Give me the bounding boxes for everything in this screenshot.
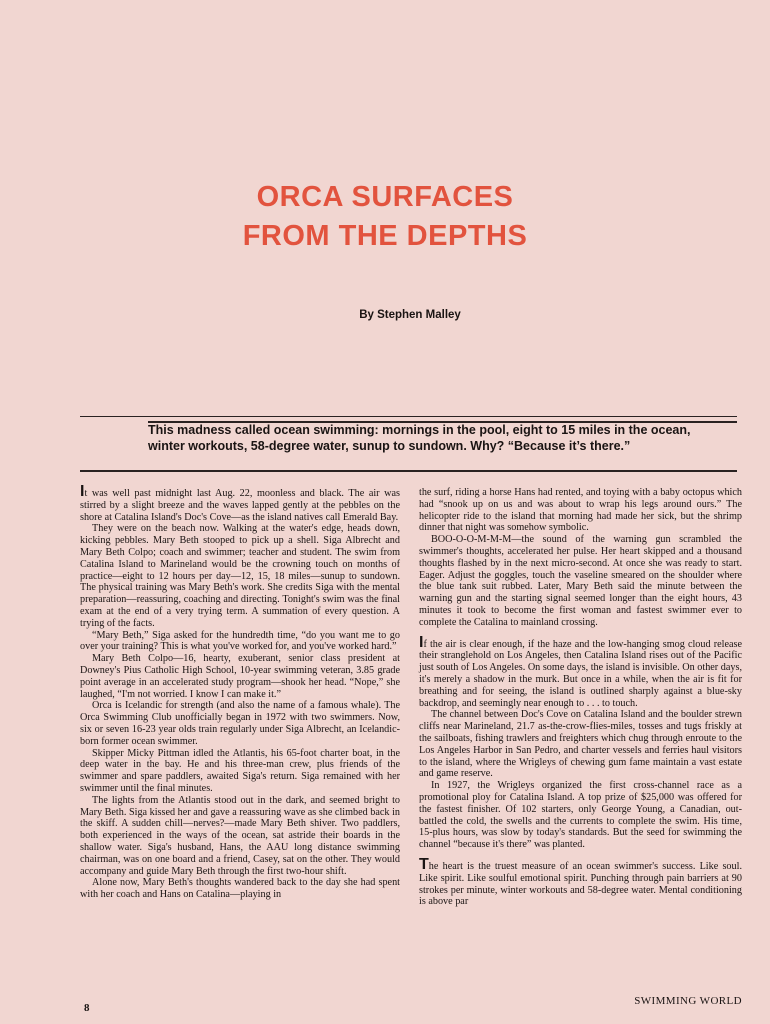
paragraph-text: t was well past midnight last Aug. 22, moonless and black. The air was stirred by a slight breeze and the waves lapped gently at the pebbles on the shore at Catalina Island's Doc's Cove—as the island natives call Emerald Bay. [80,488,400,523]
paragraph-text: Orca is Icelandic for strength (and also the name of a famous whale). The Orca Swimming Club unofficially began in 1972 with two swimmers. Now, six or seven 16-23 year olds train regularly under Siga Albrecht, an Icelandic-born former ocean swimmer. [80,700,400,747]
paragraph [80,795,400,878]
title-line-1: ORCA SURFACES [256,181,514,213]
paragraph-text: “Mary Beth,” Siga asked for the hundredth time, “do you want me to go over your training? This is what you've worked for, and you've worked hard.” [80,629,400,653]
right-column [419,487,742,908]
paragraph-text: the surf, riding a horse Hans had rented, and toying with a baby octopus which had “snook up on us and was about to wrap his legs around ours.” The helicopter ride to the island that morning had made her sick, but the shrimp dinner that night was somehow symbolic. [419,487,742,534]
drop-cap: I [419,633,424,651]
paragraph-text: They were on the beach now. Walking at the water's edge, heads down, kicking pebbles. Mary Beth stooped to pick up a shell. Siga Albrecht and Mary Beth Colpo; coach and swimmer; teacher and student. The swim from Catalina Island to Marineland would be the crowning touch on months of practice—eight to 12 hours per day—12, 15, 18 miles—sunup to sundown. The physical training was Mary Beth's work. She credits Siga with the mental preparation—reassuring, coaching and directing. Tonight's swim was the final exam at the end of a very trying term. A summation of every question. A trying of the facts. [80,523,400,629]
paragraph [80,483,400,523]
paragraph [419,780,742,851]
paragraph-text: Skipper Micky Pittman idled the Atlantis, his 65-foot charter boat, in the deep water in the bay. He and his three-man crew, plus friends of the swimmer and spare paddlers, awaited Siga's return. Siga remained with her swimmer until the final minutes. [80,747,400,794]
paragraph [419,487,742,534]
byline: By Stephen Malley [359,309,461,321]
magazine-name: SWIMMING WORLD [634,995,742,1007]
paragraph-text: BOO-O-O-M-M-M—the sound of the warning gun scrambled the swimmer's thoughts, accelerated her pulse. Her heart skipped and a thousand thoughts flashed by in the next micro-second. At once she was ready to start. Eager. Adjust the goggles, touch the vaseline smeared on the shoulder where the blue tank suit rubbed. Later, Mary Beth said the minute between the warning gun and the starting signal seemed longer than the eight hours, 43 minutes it took to become the first woman and fastest swimmer ever to complete the Catalina to mainland crossing. [419,534,742,628]
paragraph [80,523,400,629]
bottom-rule [80,470,737,472]
paragraph-text: f the air is clear enough, if the haze and the low-hanging smog cloud release their stranglehold on Los Angeles, then Catalina Island rises out of the Pacific just south of Los Angeles. On some days, the island is invisible. On other days, it's merely a shadow in the murk. But once in a while, when the air is fit for breathing and for seeing, the island is outlined sharply against a blue-sky backdrop, and seemingly near enough to . . . to touch. [419,638,742,709]
paragraph-text: Alone now, Mary Beth's thoughts wandered back to the day she had spent with her coach and Hans on Catalina—playing in [80,877,400,901]
deck-text: This madness called ocean swimming: mornings in the pool, eight to 15 miles in the ocean, winter workouts, 58-degree water, sunup to sundown. Why? “Because it’s there.” [148,423,691,453]
article-title [0,178,770,256]
paragraph [80,748,400,795]
paragraph [419,855,742,908]
paragraph-text: The lights from the Atlantis stood out in the dark, and seemed bright to Mary Beth. Siga kissed her and gave a reassuring wave as she climbed back in the skiff. A sudden chill—nerves?—made Mary Beth shiver. Two paddlers, both experienced in the ways of the ocean, sat astride their boards in the shallow water. Siga's husband, Hans, the AAU long distance swimming chairman, was on one board and a friend, Casey, sat on the other. They would accompany and guide Mary Beth through the first two-hour shift. [80,794,400,877]
paragraph [80,653,400,700]
page-number: 8 [84,1002,90,1014]
title-line-2: FROM THE DEPTHS [242,220,528,252]
paragraph [419,709,742,780]
paragraph [419,534,742,628]
paragraph [419,633,742,710]
paragraph-text: he heart is the truest measure of an ocean swimmer's success. Like soul. Like spirit. Like soulful emotional spirit. Punching through pain barriers at 90 strokes per minute, winter workouts and 58-degree water. Mental conditioning is above par [419,860,742,908]
drop-cap: T [419,855,429,873]
paragraph [80,877,400,901]
paragraph-text: The channel between Doc's Cove on Catalina Island and the boulder strewn cliffs near Marineland, 21.7 as-the-crow-flies-miles, tosses and tugs friskly at the sailboats, fishing trawlers and freighters which chug through enroute to the Los Angeles Harbor in San Pedro, and charter vessels and ferries haul visitors to the island, where the Wrigleys of chewing gum fame maintain a vast estate and game reserve. [419,709,742,780]
paragraph-text: Mary Beth Colpo—16, hearty, exuberant, senior class president at Downey's Pius Catholic High School, 10-year swimming veteran, 3.85 grade point average in an accelerated study program—shook her head. “Nope,” she laughed, “I'm not worried. I know I can make it.” [80,653,400,700]
left-column [80,483,400,901]
paragraph [80,700,400,747]
top-rule-thin [80,416,737,417]
paragraph [80,630,400,654]
drop-cap: I [80,483,85,500]
paragraph-text: In 1927, the Wrigleys organized the first cross-channel race as a promotional ploy for Catalina Island. A top prize of $25,000 was offered for the fastest finisher. Of 102 starters, only George Young, a Canadian, out-battled the cold, the swells and the currents to complete the swim. His time, 15-plus hours, was slow by today's standards. But the seed for swimming the channel “because it's there” was planted. [419,780,742,851]
